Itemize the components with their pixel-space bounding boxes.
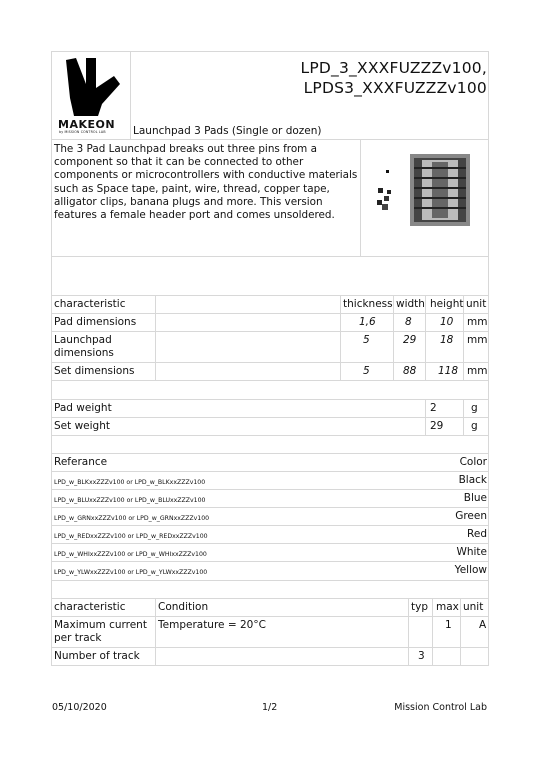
logo-text: MAKEON [58, 118, 116, 131]
weight-label: Set weight [54, 420, 110, 432]
elec-header-condition: Condition [158, 601, 209, 613]
reference-code: LPD_w_BLKxxZZZv100 or LPD_w_BLKxxZZZv100 [54, 479, 206, 486]
footer-date: 05/10/2020 [52, 702, 107, 713]
dim-row-unit: mm [467, 365, 488, 377]
logo-divider [130, 51, 131, 139]
part-number-line1: LPD_3_XXXFUZZZv100, [300, 59, 487, 77]
reference-header: Referance [54, 456, 108, 468]
reference-code: LPD_w_WHIxxZZZv100 or LPD_w_WHIxxZZZv100 [54, 551, 207, 558]
dim-row-thickness: 5 [363, 365, 370, 377]
dim-row-width: 29 [403, 334, 417, 346]
elec-row-max: 1 [445, 619, 452, 631]
dim-header-height: height [430, 298, 464, 310]
weight-unit: g [471, 402, 478, 414]
elec-row-label: Number of track [54, 650, 140, 662]
reference-color: Red [467, 528, 487, 540]
dim-row-width: 88 [403, 365, 417, 377]
reference-color: Blue [463, 492, 487, 504]
frame-left-border [51, 51, 52, 665]
logo-subtext: by MISSION CONTROL LAB [59, 130, 106, 134]
elec-header-unit: unit [463, 601, 484, 613]
dim-header-unit: unit [466, 298, 487, 310]
reference-color: White [456, 546, 487, 558]
description-bottom-border [51, 256, 489, 257]
elec-header-max: max [436, 601, 459, 613]
frame-top-border [51, 51, 489, 52]
product-name: Launchpad 3 Pads (Single or dozen) [133, 125, 322, 137]
dim-row-thickness: 5 [363, 334, 370, 346]
weight-value: 2 [430, 402, 437, 414]
elec-header-typ: typ [411, 601, 428, 613]
header-bottom-border [51, 139, 489, 140]
dim-row-unit: mm [467, 334, 488, 346]
makeon-logo [56, 54, 128, 136]
dim-header-characteristic: characteristic [54, 298, 126, 310]
dimensions-top-border [51, 295, 489, 296]
dim-row-label: Set dimensions [54, 365, 135, 377]
reference-color: Black [458, 474, 487, 486]
part-number-line2: LPDS3_XXXFUZZZv100 [303, 79, 487, 97]
weight-unit: g [471, 420, 478, 432]
hand-peace-icon [56, 54, 128, 120]
weight-value: 29 [430, 420, 444, 432]
reference-code: LPD_w_BLUxxZZZv100 or LPD_w_BLUxxZZZv100 [54, 497, 206, 504]
elec-row-unit: A [479, 619, 487, 631]
description-divider [360, 139, 361, 256]
elec-row-condition: Temperature = 20°C [158, 619, 266, 631]
dim-header-width: width [396, 298, 425, 310]
color-header: Color [459, 456, 487, 468]
product-photo [372, 148, 480, 230]
dim-row-height: 118 [438, 365, 459, 377]
elec-row-label: Maximum current per track [54, 619, 147, 644]
reference-color: Green [455, 510, 487, 522]
reference-code: LPD_w_REDxxZZZv100 or LPD_w_REDxxZZZv100 [54, 533, 208, 540]
footer-page: 1/2 [262, 702, 278, 713]
frame-right-border [488, 51, 489, 665]
dim-row-height: 10 [440, 316, 454, 328]
elec-row-typ: 3 [418, 650, 425, 662]
dim-row-unit: mm [467, 316, 488, 328]
dim-row-label: Launchpad dimensions [54, 334, 114, 359]
reference-code: LPD_w_YLWxxZZZv100 or LPD_w_YLWxxZZZv100 [54, 569, 208, 576]
weight-label: Pad weight [54, 402, 112, 414]
dim-row-thickness: 1,6 [359, 316, 376, 328]
footer-company: Mission Control Lab [394, 702, 487, 713]
reference-color: Yellow [454, 564, 487, 576]
dim-row-label: Pad dimensions [54, 316, 137, 328]
product-description: The 3 Pad Launchpad breaks out three pins from a component so that it can be connected to other components or microcontrollers with conductive materials such as Space tape, paint, wire, thread, copper tape, alligator clips, banana plugs and more. This version features a female header port and comes unsoldered. [54, 143, 358, 222]
dim-header-thickness: thickness [343, 298, 393, 310]
dim-row-width: 8 [405, 316, 412, 328]
reference-code: LPD_w_GRNxxZZZv100 or LPD_w_GRNxxZZZv100 [54, 515, 210, 522]
dim-row-height: 18 [440, 334, 454, 346]
elec-header-characteristic: characteristic [54, 601, 126, 613]
